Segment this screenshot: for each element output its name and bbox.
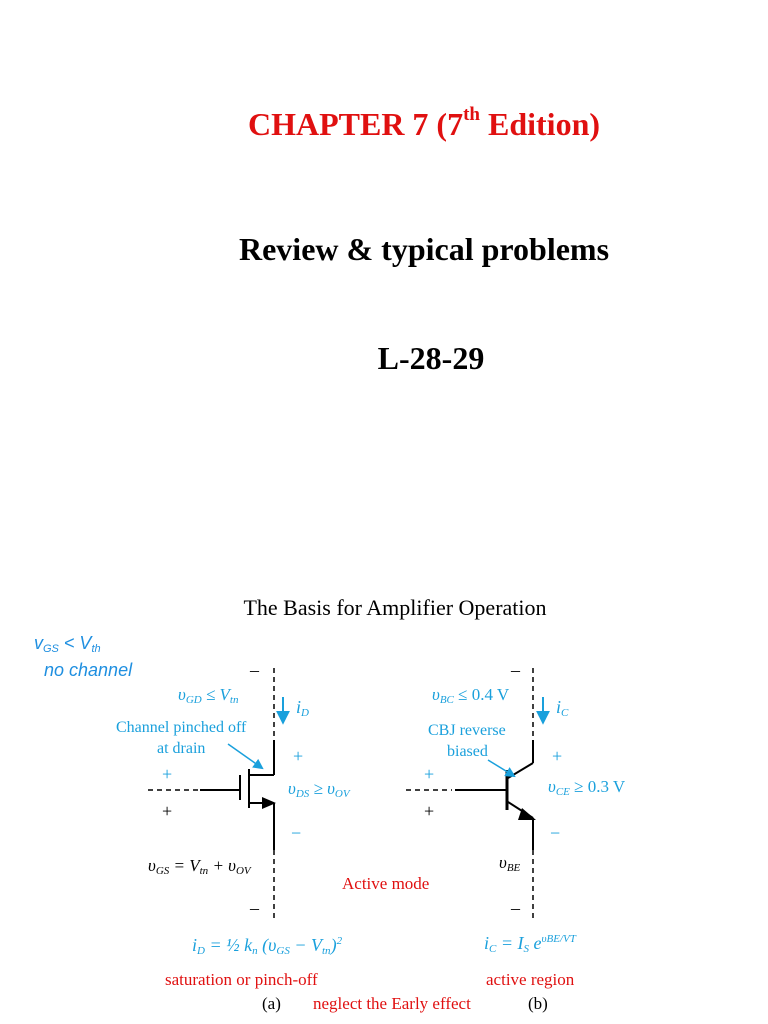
figure-label-b: (b) <box>528 994 548 1013</box>
bjt-vbe-plus-blue: + <box>424 764 435 784</box>
mosfet-annotation-line2: at drain <box>157 740 206 757</box>
chapter-title: CHAPTER 7 (7th Edition) <box>247 104 601 142</box>
bjt-collector-minus: – <box>511 660 520 680</box>
mosfet-vds-plus: + <box>293 746 304 766</box>
bjt-vce-label: $\upsilon_{CE} \ge 0.3$ V <box>548 777 626 798</box>
bjt-emitter-minus: – <box>511 898 520 918</box>
mosfet-source-minus: – <box>250 898 259 918</box>
mosfet-vds-label: $\upsilon_{DS} \ge \upsilon_{OV}$ <box>288 779 350 800</box>
subtitle: Review & typical problems <box>238 231 610 267</box>
side-note-no-channel: no channel <box>44 660 133 680</box>
mosfet-equation: $i_D$ = ½ $k_n$ $(\upsilon_{GS} - V_{tn})^2$ <box>192 935 343 957</box>
cbj-pointer-icon <box>488 760 514 776</box>
bjt-region-label: active region <box>486 970 575 989</box>
mosfet-vgs-label: $\upsilon_{GS} = V_{tn} + \upsilon_{OV}$ <box>148 856 251 877</box>
bjt-equation: $i_C = I_S$ $e^{\upsilon BE/VT}$ <box>484 933 576 955</box>
mosfet-gate-plus: + <box>162 801 173 821</box>
mosfet-vgs-plus-blue: + <box>162 764 173 784</box>
mosfet-id-label: $i_D$ <box>296 697 309 719</box>
bjt-vce-plus: + <box>552 746 563 766</box>
figure-label-a: (a) <box>262 994 281 1013</box>
early-effect-note: neglect the Early effect <box>313 994 471 1013</box>
bjt-base-plus: + <box>424 801 435 821</box>
mosfet-region-label: saturation or pinch-off <box>165 970 318 989</box>
pinch-off-pointer-icon <box>228 744 262 768</box>
figure-title: The Basis for Amplifier Operation <box>243 595 547 620</box>
mosfet-vds-minus: − <box>291 823 302 843</box>
bjt-ic-label: $i_C$ <box>556 697 569 719</box>
side-note-condition: $v_{GS} < V_{th}$ <box>34 633 101 655</box>
lecture-number: L-28-29 <box>377 340 485 376</box>
bjt-vbe-label: $\upsilon_{BE}$ <box>499 853 521 874</box>
mosfet-drain-minus: – <box>250 660 259 680</box>
active-mode-note: Active mode <box>342 874 430 893</box>
bjt-vce-minus: − <box>550 823 561 843</box>
bjt-annotation-line1: CBJ reverse <box>428 722 506 739</box>
mosfet-vgd-label: $\upsilon_{GD} \le V_{tn}$ <box>178 685 239 706</box>
mosfet-annotation-line1: Channel pinched off <box>116 719 247 736</box>
bjt-vbc-label: $\upsilon_{BC} \le 0.4$ V <box>432 685 510 706</box>
bjt-annotation-line2: biased <box>447 743 488 760</box>
